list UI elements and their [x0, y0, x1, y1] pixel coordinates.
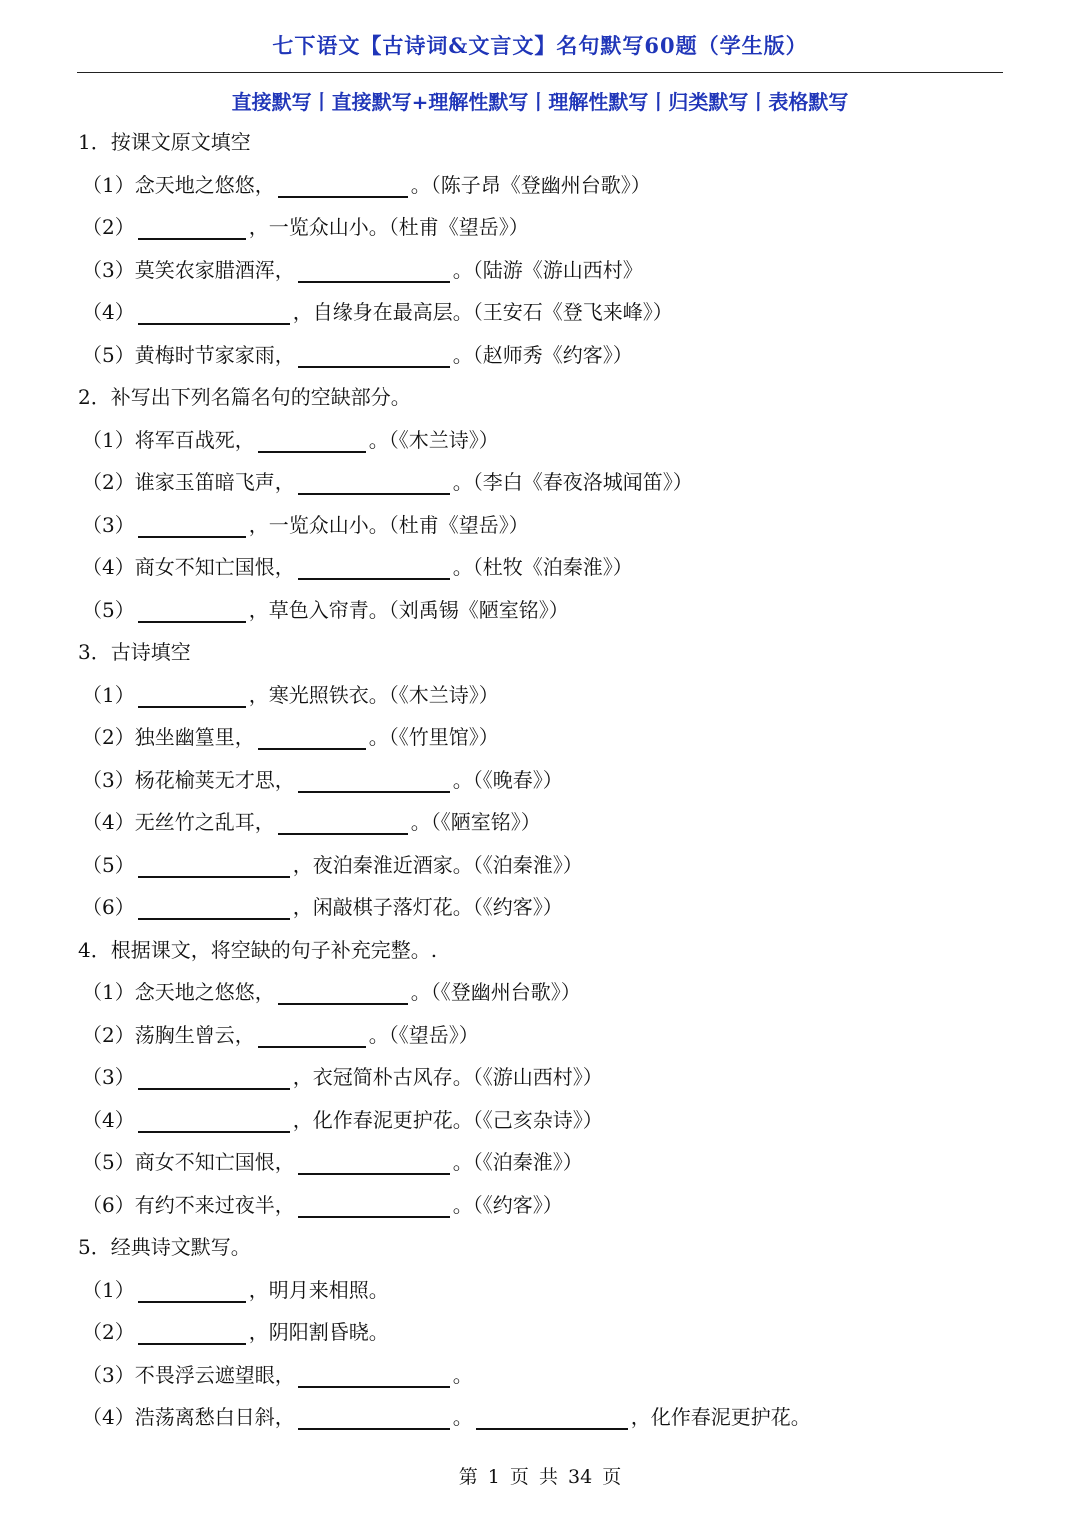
sub-question-number: （4）	[82, 1405, 135, 1429]
sub-question	[0, 461, 1080, 504]
prompt-text: 。（《竹里馆》）	[368, 725, 499, 749]
sub-question	[0, 844, 1080, 887]
prompt-text: 谁家玉笛暗飞声，	[134, 470, 295, 494]
answer-blank[interactable]	[138, 508, 246, 538]
sub-question	[0, 1184, 1080, 1227]
answer-blank[interactable]	[138, 848, 290, 878]
sub-question-number: （3）	[82, 1362, 135, 1387]
sub-question-number: （2）	[82, 470, 135, 494]
prompt-text: 有约不来过夜半，	[134, 1192, 295, 1217]
prompt-text: 。（陆游《游山西村》	[452, 257, 643, 282]
question-heading: 2．补写出下列名篇名句的空缺部分。	[78, 385, 411, 409]
sub-question	[0, 589, 1080, 632]
sub-question	[0, 249, 1080, 292]
answer-blank[interactable]	[298, 338, 450, 368]
sub-question-number: （5）	[82, 342, 135, 367]
answer-blank[interactable]	[298, 1400, 450, 1430]
sub-question-number: （1）	[82, 172, 135, 197]
prompt-text: 商女不知亡国恨，	[134, 1150, 295, 1174]
sub-question-number: （5）	[82, 1150, 135, 1174]
answer-blank[interactable]	[258, 1018, 366, 1048]
sub-question	[0, 1311, 1080, 1354]
sub-question-number: （3）	[82, 257, 135, 282]
answer-blank[interactable]	[138, 678, 246, 708]
sub-question-number: （1）	[82, 427, 135, 452]
sub-question-number: （3）	[82, 1065, 135, 1089]
prompt-text: 。（《晚春》）	[452, 767, 563, 792]
prompt-text: ，草色入帘青。（刘禹锡《陋室铭》）	[248, 597, 569, 622]
answer-blank[interactable]	[476, 1400, 628, 1430]
prompt-text: 独坐幽篁里，	[134, 725, 255, 749]
sub-question	[0, 419, 1080, 462]
answer-blank[interactable]	[298, 253, 450, 283]
sub-question	[0, 334, 1080, 377]
question-heading: 5．经典诗文默写。	[78, 1235, 251, 1259]
sub-question-number: （1）	[82, 980, 135, 1004]
prompt-text: ，闲敲棋子落灯花。（《约客》）	[292, 895, 563, 919]
prompt-text: 荡胸生曾云，	[134, 1022, 255, 1047]
prompt-text: 。（赵师秀《约客》）	[452, 342, 633, 367]
prompt-text: 。（李白《春夜洛城闻笛》）	[452, 470, 693, 494]
sub-question	[0, 674, 1080, 717]
sub-question-number: （4）	[82, 1107, 135, 1132]
sub-question	[0, 759, 1080, 802]
answer-blank[interactable]	[138, 890, 290, 920]
answer-blank[interactable]	[138, 1315, 246, 1345]
answer-blank[interactable]	[138, 1060, 290, 1090]
prompt-text: ，化作春泥更护花。（《己亥杂诗》）	[292, 1107, 603, 1132]
sub-question-number: （1）	[82, 1277, 135, 1302]
page-title: 七下语文【古诗词&文言文】名句默写60题（学生版）	[272, 33, 808, 58]
answer-blank[interactable]	[298, 1358, 450, 1388]
question-heading: 3．古诗填空	[78, 640, 191, 664]
sub-question	[0, 801, 1080, 844]
sub-question-number: （2）	[82, 1320, 135, 1344]
sub-question-number: （4）	[82, 555, 135, 579]
prompt-text: 。	[452, 1405, 473, 1429]
sub-question	[0, 716, 1080, 759]
prompt-text: 。（《木兰诗》）	[368, 427, 499, 452]
answer-blank[interactable]	[258, 720, 366, 750]
prompt-text: ，自缘身在最高层。（王安石《登飞来峰》）	[292, 300, 673, 324]
answer-blank[interactable]	[278, 805, 408, 835]
sub-question	[0, 164, 1080, 207]
prompt-text: ，一览众山小。（杜甫《望岳》）	[248, 215, 529, 239]
prompt-text: 。（《望岳》）	[368, 1022, 479, 1047]
prompt-text: 。（《陋室铭》）	[410, 810, 541, 834]
question-heading: 4．根据课文，将空缺的句子补充完整。.	[78, 937, 438, 962]
prompt-text: 商女不知亡国恨，	[134, 555, 295, 579]
answer-blank[interactable]	[278, 168, 408, 198]
prompt-text: ，阴阳割昏晓。	[248, 1320, 389, 1344]
prompt-text: ，化作春泥更护花。	[630, 1405, 811, 1429]
sub-question	[0, 1056, 1080, 1099]
prompt-text: 。（《泊秦淮》）	[452, 1150, 583, 1174]
sub-question-number: （2）	[82, 1022, 135, 1047]
answer-blank[interactable]	[138, 295, 290, 325]
prompt-text: 将军百战死，	[134, 427, 255, 452]
sub-question-number: （3）	[82, 512, 135, 537]
answer-blank[interactable]	[298, 1188, 450, 1218]
answer-blank[interactable]	[138, 593, 246, 623]
sub-question-number: （6）	[82, 1192, 135, 1217]
sub-question	[0, 1354, 1080, 1397]
sub-question	[0, 546, 1080, 589]
answer-blank[interactable]	[298, 465, 450, 495]
sub-question	[0, 1396, 1080, 1439]
prompt-text: 无丝竹之乱耳，	[134, 810, 275, 834]
sub-question	[0, 1269, 1080, 1312]
prompt-text: 。（陈子昂《登幽州台歌》）	[410, 172, 651, 197]
prompt-text: 。（《登幽州台歌》）	[410, 980, 581, 1004]
answer-blank[interactable]	[138, 210, 246, 240]
answer-blank[interactable]	[298, 763, 450, 793]
sub-question-number: （2）	[82, 215, 135, 239]
sub-question-number: （5）	[82, 852, 135, 877]
header-divider	[77, 72, 1003, 73]
answer-blank[interactable]	[258, 423, 366, 453]
prompt-text: 。	[452, 1362, 473, 1387]
prompt-text: ，衣冠简朴古风存。（《游山西村》）	[292, 1065, 603, 1089]
sub-question	[0, 1099, 1080, 1142]
prompt-text: 念天地之悠悠，	[134, 172, 275, 197]
sub-question	[0, 1014, 1080, 1057]
answer-blank[interactable]	[298, 1145, 450, 1175]
sub-question	[0, 206, 1080, 249]
prompt-text: ，寒光照铁衣。（《木兰诗》）	[248, 682, 499, 707]
prompt-text: 不畏浮云遮望眼，	[134, 1362, 295, 1387]
prompt-text: 莫笑农家腊酒浑，	[134, 257, 295, 282]
sub-question	[0, 291, 1080, 334]
page-subtitle: 直接默写丨直接默写+理解性默写丨理解性默写丨归类默写丨表格默写	[231, 90, 849, 114]
prompt-text: 浩荡离愁白日斜，	[134, 1405, 295, 1429]
prompt-text: 念天地之悠悠，	[134, 980, 275, 1004]
prompt-text: ，明月来相照。	[248, 1277, 389, 1302]
sub-question	[0, 971, 1080, 1014]
sub-question	[0, 886, 1080, 929]
sub-question-number: （6）	[82, 895, 135, 919]
prompt-text: ，一览众山小。（杜甫《望岳》）	[248, 512, 529, 537]
answer-blank[interactable]	[278, 975, 408, 1005]
sub-question-number: （1）	[82, 682, 135, 707]
prompt-text: 。（杜牧《泊秦淮》）	[452, 555, 633, 579]
prompt-text: 杨花榆荚无才思，	[134, 767, 295, 792]
prompt-text: 。（《约客》）	[452, 1192, 563, 1217]
sub-question	[0, 504, 1080, 547]
sub-question-number: （4）	[82, 810, 135, 834]
sub-question	[0, 1141, 1080, 1184]
page-footer: 第 1 页 共 34 页	[458, 1466, 622, 1488]
sub-question-number: （2）	[82, 725, 135, 749]
prompt-text: 黄梅时节家家雨，	[134, 342, 295, 367]
answer-blank[interactable]	[138, 1273, 246, 1303]
sub-question-number: （3）	[82, 767, 135, 792]
answer-blank[interactable]	[298, 550, 450, 580]
sub-question-number: （4）	[82, 300, 135, 324]
sub-question-number: （5）	[82, 597, 135, 622]
question-heading: 1．按课文原文填空	[78, 130, 251, 154]
answer-blank[interactable]	[138, 1103, 290, 1133]
prompt-text: ，夜泊秦淮近酒家。（《泊秦淮》）	[292, 852, 583, 877]
question-list	[0, 121, 1080, 1439]
